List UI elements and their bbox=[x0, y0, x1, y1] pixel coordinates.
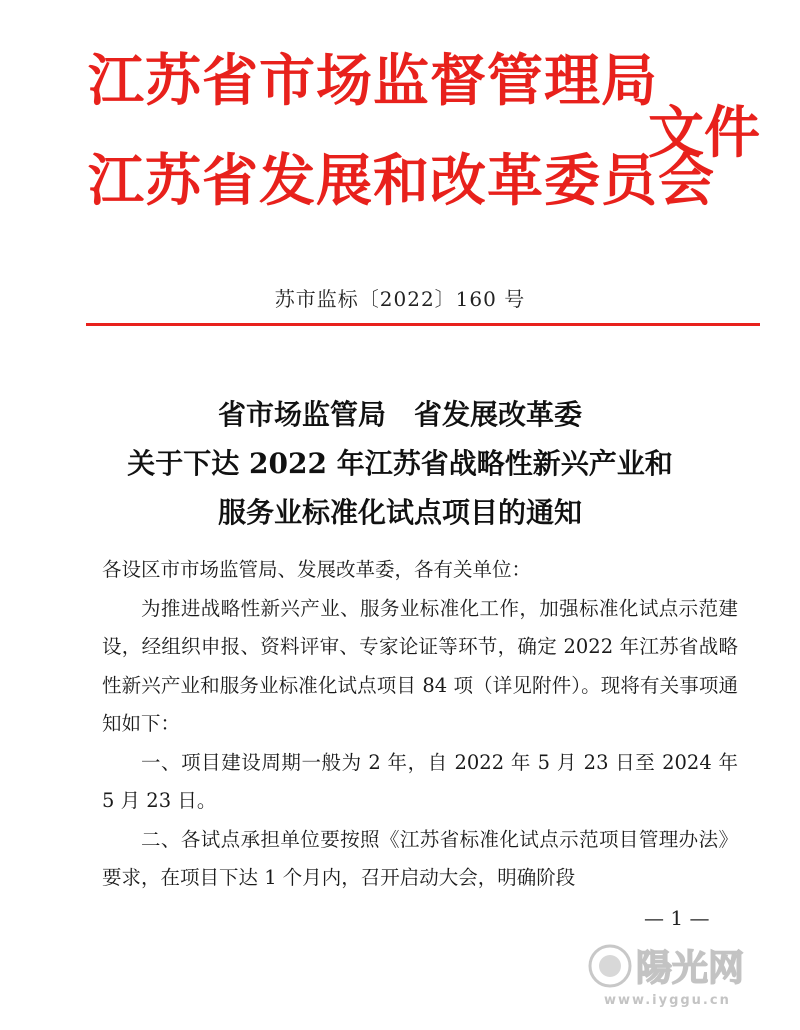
salutation: 各设区市市场监管局、发展改革委，各有关单位： bbox=[102, 558, 532, 581]
red-divider bbox=[86, 323, 760, 326]
watermark-url: www.iyggu.cn bbox=[604, 993, 731, 1008]
watermark-logo bbox=[584, 940, 774, 1010]
title-line-3: 服务业标准化试点项目的通知 bbox=[217, 496, 582, 529]
document-word: 文件 bbox=[648, 101, 760, 166]
title-line-1: 省市场监管局 省发展改革委 bbox=[217, 398, 582, 431]
document-number: 苏市监标〔2022〕160 号 bbox=[274, 287, 526, 311]
issuer-line-2: 江苏省发展和改革委员会 bbox=[88, 149, 715, 214]
title-line-2: 关于下达 2022 年江苏省战略性新兴产业和 bbox=[127, 447, 673, 480]
issuer-line-1: 江苏省市场监督管理局 bbox=[88, 49, 658, 114]
page-number: — 1 — bbox=[644, 906, 710, 930]
paragraph-item-1: 一、项目建设周期一般为 2 年，自 2022 年 5 月 23 日至 2024 年 5 月 23 日。 bbox=[102, 750, 738, 812]
document-body bbox=[102, 551, 738, 898]
watermark-text: 陽光网 bbox=[636, 948, 745, 989]
paragraph-intro: 为推进战略性新兴产业、服务业标准化工作，加强标准化试点示范建设，经组织申报、资料评审、专家论证等环节，确定 2022 年江苏省战略性新兴产业和服务业标准化试点项目 84 项（详见附件）。现将有关事项通知如下： bbox=[102, 596, 738, 735]
paragraph-item-2: 二、各试点承担单位要按照《江苏省标准化试点示范项目管理办法》要求，在项目下达 1 个月内，召开启动大会，明确阶段 bbox=[102, 827, 738, 889]
